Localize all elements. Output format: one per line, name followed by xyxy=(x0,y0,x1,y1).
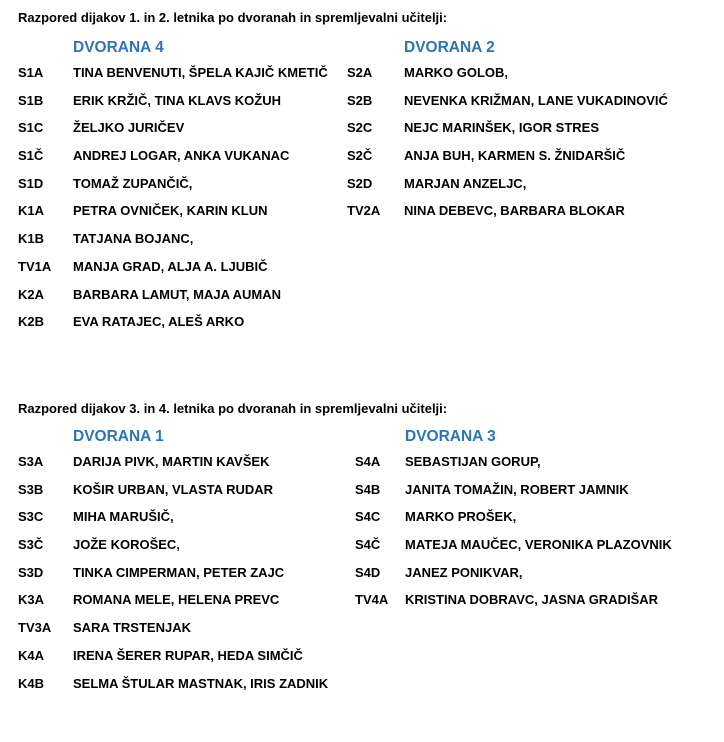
teacher-names: NEVENKA KRIŽMAN, LANE VUKADINOVIĆ xyxy=(404,92,668,108)
class-code: TV2A xyxy=(347,203,381,219)
hall-rows xyxy=(18,65,348,342)
class-code: S1B xyxy=(18,92,44,108)
section-year-3-4 xyxy=(18,401,718,691)
list-item xyxy=(355,509,718,537)
class-code: S4D xyxy=(355,564,381,580)
class-code: S1D xyxy=(18,175,44,191)
teacher-names: SARA TRSTENJAK xyxy=(73,620,191,636)
list-item xyxy=(355,592,718,620)
hall-rows xyxy=(355,454,718,620)
teacher-names: MARKO PROŠEK, xyxy=(405,509,517,525)
list-item xyxy=(18,314,348,342)
list-item xyxy=(18,148,348,176)
class-code: TV3A xyxy=(18,620,52,636)
hall-column-dvorana-2 xyxy=(347,38,707,231)
class-code: S2A xyxy=(347,65,373,80)
class-code: K3A xyxy=(18,592,45,608)
teacher-names: ERIK KRŽIČ, TINA KLAVS KOŽUH xyxy=(73,92,281,108)
teacher-names: MATEJA MAUČEC, VERONIKA PLAZOVNIK xyxy=(405,537,672,553)
list-item xyxy=(18,231,348,259)
list-item xyxy=(18,482,353,510)
class-code: S2C xyxy=(347,120,373,136)
teacher-names: SELMA ŠTULAR MASTNAK, IRIS ZADNIK xyxy=(73,675,329,691)
section-title: Razpored dijakov 1. in 2. letnika po dvoranah in spremljevalni učitelji: xyxy=(18,10,448,25)
class-code: TV1A xyxy=(18,258,52,274)
class-code: K4A xyxy=(18,647,45,663)
class-code: S3C xyxy=(18,509,44,525)
class-code: K1A xyxy=(18,203,45,219)
teacher-names: ROMANA MELE, HELENA PREVC xyxy=(73,592,280,608)
class-code: S4Č xyxy=(355,537,381,553)
teacher-names: EVA RATAJEC, ALEŠ ARKO xyxy=(73,314,245,330)
class-code: K2A xyxy=(18,286,45,302)
list-item xyxy=(18,676,353,704)
teacher-names: TINKA CIMPERMAN, PETER ZAJC xyxy=(73,564,285,580)
list-item xyxy=(355,454,718,482)
class-code: S3A xyxy=(18,454,44,469)
teacher-names: JOŽE KOROŠEC, xyxy=(73,537,180,553)
list-item xyxy=(347,203,707,231)
class-code: K4B xyxy=(18,675,45,691)
hall-column-dvorana-3 xyxy=(355,427,718,620)
hall-title: DVORANA 2 xyxy=(404,39,495,56)
teacher-names: MARJAN ANZELJC, xyxy=(404,175,527,191)
class-code: S1A xyxy=(18,65,44,80)
section-title: Razpored dijakov 3. in 4. letnika po dvoranah in spremljevalni učitelji: xyxy=(18,401,448,416)
class-code: K2B xyxy=(18,314,45,330)
teacher-names: NEJC MARINŠEK, IGOR STRES xyxy=(404,120,600,136)
hall-rows xyxy=(347,65,707,231)
hall-column-dvorana-4 xyxy=(18,38,348,342)
hall-title: DVORANA 3 xyxy=(405,428,496,445)
teacher-names: JANEZ PONIKVAR, xyxy=(405,564,523,580)
hall-rows xyxy=(18,454,353,703)
teacher-names: DARIJA PIVK, MARTIN KAVŠEK xyxy=(73,454,270,469)
class-code: S2Č xyxy=(347,148,373,164)
list-item xyxy=(347,176,707,204)
list-item xyxy=(18,259,348,287)
list-item xyxy=(347,65,707,93)
teacher-names: NINA DEBEVC, BARBARA BLOKAR xyxy=(404,203,625,219)
class-code: S1C xyxy=(18,120,44,136)
teacher-names: TINA BENVENUTI, ŠPELA KAJIČ KMETIČ xyxy=(73,65,328,80)
hall-title: DVORANA 1 xyxy=(73,428,164,445)
teacher-names: TATJANA BOJANC, xyxy=(73,231,194,247)
teacher-names: TOMAŽ ZUPANČIČ, xyxy=(73,175,193,191)
class-code: TV4A xyxy=(355,592,389,608)
list-item xyxy=(18,648,353,676)
class-code: S3D xyxy=(18,564,44,580)
list-item xyxy=(355,482,718,510)
list-item xyxy=(347,93,707,121)
teacher-names: KRISTINA DOBRAVC, JASNA GRADIŠAR xyxy=(405,592,659,608)
list-item xyxy=(18,509,353,537)
class-code: S4B xyxy=(355,481,381,497)
list-item xyxy=(355,537,718,565)
section-year-1-2 xyxy=(18,10,718,330)
teacher-names: SEBASTIJAN GORUP, xyxy=(405,454,541,469)
teacher-names: ŽELJKO JURIČEV xyxy=(73,120,185,136)
class-code: S2D xyxy=(347,175,373,191)
class-code: S3B xyxy=(18,481,44,497)
teacher-names: MARKO GOLOB, xyxy=(404,65,508,80)
list-item xyxy=(347,148,707,176)
class-code: S4A xyxy=(355,454,381,469)
hall-column-dvorana-1 xyxy=(18,427,353,703)
class-code: K1B xyxy=(18,231,45,247)
teacher-names: ANJA BUH, KARMEN S. ŽNIDARŠIČ xyxy=(404,148,626,164)
hall-title: DVORANA 4 xyxy=(73,39,164,56)
class-code: S1Č xyxy=(18,148,44,164)
list-item xyxy=(18,203,348,231)
list-item xyxy=(18,592,353,620)
list-item xyxy=(18,620,353,648)
class-code: S4C xyxy=(355,509,381,525)
list-item xyxy=(347,120,707,148)
list-item xyxy=(18,287,348,315)
list-item xyxy=(18,93,348,121)
teacher-names: IRENA ŠERER RUPAR, HEDA SIMČIČ xyxy=(73,647,303,663)
teacher-names: MIHA MARUŠIČ, xyxy=(73,509,174,525)
list-item xyxy=(18,65,348,93)
list-item xyxy=(18,176,348,204)
list-item xyxy=(18,120,348,148)
list-item xyxy=(355,565,718,593)
class-code: S2B xyxy=(347,92,373,108)
teacher-names: BARBARA LAMUT, MAJA AUMAN xyxy=(73,286,281,302)
class-code: S3Č xyxy=(18,537,44,553)
teacher-names: ANDREJ LOGAR, ANKA VUKANAC xyxy=(73,148,290,164)
list-item xyxy=(18,565,353,593)
teacher-names: KOŠIR URBAN, VLASTA RUDAR xyxy=(73,481,274,497)
teacher-names: PETRA OVNIČEK, KARIN KLUN xyxy=(73,203,268,219)
list-item xyxy=(18,537,353,565)
teacher-names: MANJA GRAD, ALJA A. LJUBIČ xyxy=(73,258,268,274)
list-item xyxy=(18,454,353,482)
teacher-names: JANITA TOMAŽIN, ROBERT JAMNIK xyxy=(405,481,629,497)
